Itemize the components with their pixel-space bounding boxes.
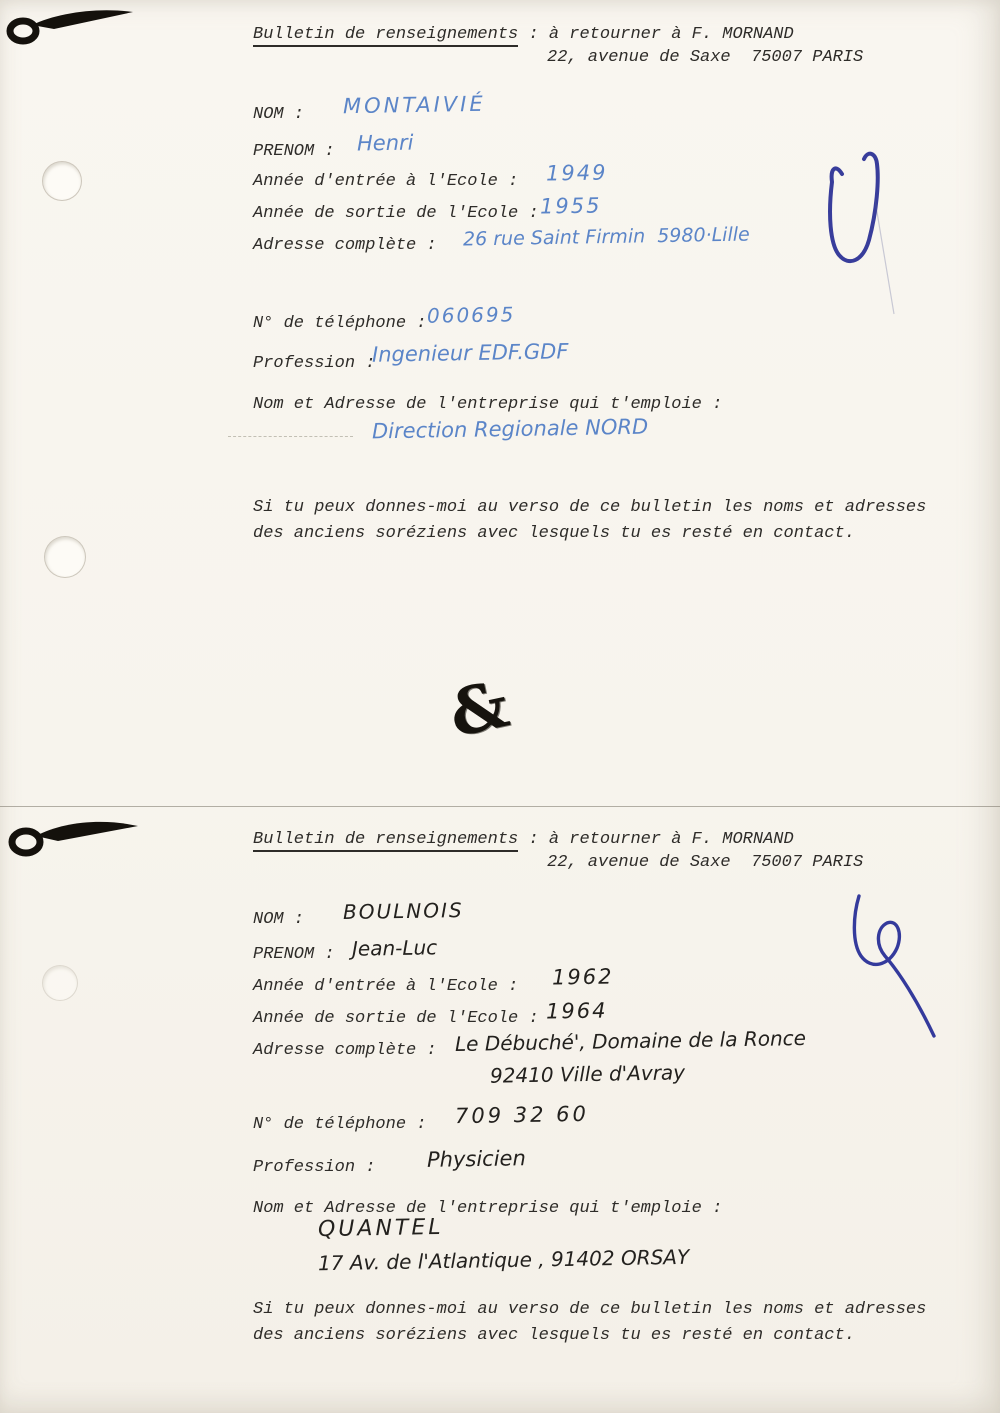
form2-prenom-label: PRENOM : <box>253 945 335 964</box>
form1-nom-label: NOM : <box>253 105 305 124</box>
form2-adresse-value-line1: Le Débuché', Domaine de la Ronce <box>454 1025 807 1057</box>
pen-flourish-mark <box>845 888 945 1038</box>
pen-flourish-mark <box>818 142 903 322</box>
form1-annee-sortie-label: Année de sortie de l'Ecole : <box>253 204 539 223</box>
form2-adresse-label: Adresse complète : <box>253 1041 437 1060</box>
form1-prenom-label: PRENOM : <box>253 142 335 161</box>
ampersand-stamp: & <box>442 666 515 753</box>
punch-hole <box>42 161 82 201</box>
cut-line <box>0 806 1000 807</box>
form1-title-suffix: : à retourner à F. MORNAND <box>518 25 794 44</box>
form2-annee-entree-label: Année d'entrée à l'Ecole : <box>253 977 519 996</box>
form2-entreprise-label: Nom et Adresse de l'entreprise qui t'emploie : <box>253 1199 723 1218</box>
form2-annee-entree-value: 1962 <box>551 964 614 990</box>
form2-annee-sortie-label: Année de sortie de l'Ecole : <box>253 1009 539 1028</box>
form2-note-line1: Si tu peux donnes-moi au verso de ce bulletin les noms et adresses <box>253 1300 927 1319</box>
form2-annee-sortie-value: 1964 <box>545 998 608 1024</box>
punch-hole <box>44 536 86 578</box>
form1-telephone-value: 060695 <box>426 302 516 328</box>
form2-nom-value: BOULNOIS <box>342 897 464 925</box>
form2-entreprise-value-line1: QUANTEL <box>317 1214 444 1243</box>
form2-header-line2: 22, avenue de Saxe 75007 PARIS <box>547 853 864 872</box>
scissors-icon <box>2 3 137 48</box>
form2-entreprise-value-line2: 17 Av. de l'Atlantique , 91402 ORSAY <box>317 1244 690 1276</box>
form1-header-line2: 22, avenue de Saxe 75007 PARIS <box>547 48 864 67</box>
form2-telephone-value: 709 32 60 <box>454 1101 590 1129</box>
form2-profession-value: Physicien <box>426 1146 526 1172</box>
form1-adresse-label: Adresse complète : <box>253 236 437 255</box>
form1-title: Bulletin de renseignements <box>253 25 518 47</box>
scissors-icon <box>2 810 142 858</box>
fold-crease <box>228 436 353 437</box>
form1-note-line2: des anciens soréziens avec lesquels tu es resté en contact. <box>253 524 855 543</box>
form1-prenom-value: Henri <box>356 130 414 156</box>
form2-note-line2: des anciens soréziens avec lesquels tu es resté en contact. <box>253 1326 855 1345</box>
punch-hole <box>42 965 78 1001</box>
form2-title: Bulletin de renseignements <box>253 830 518 852</box>
form1-entreprise-value: Direction Regionale NORD <box>371 414 649 444</box>
form2-header-line1 <box>253 830 794 849</box>
form2-adresse-value-line2: 92410 Ville d'Avray <box>489 1060 686 1088</box>
form2-prenom-value: Jean-Luc <box>351 935 438 961</box>
form1-nom-value: MONTAIVIÉ <box>342 91 486 119</box>
form2-nom-label: NOM : <box>253 910 305 929</box>
form1-profession-label: Profession : <box>253 354 376 373</box>
form2-profession-label: Profession : <box>253 1158 376 1177</box>
form1-header-line1 <box>253 25 794 44</box>
form1-annee-entree-value: 1949 <box>545 160 608 186</box>
form1-profession-value: Ingenieur EDF.GDF <box>371 339 569 367</box>
form2-title-suffix: : à retourner à F. MORNAND <box>518 830 794 849</box>
form2-telephone-label: N° de téléphone : <box>253 1115 427 1134</box>
form1-telephone-label: N° de téléphone : <box>253 314 427 333</box>
form1-note-line1: Si tu peux donnes-moi au verso de ce bulletin les noms et adresses <box>253 498 927 517</box>
form1-entreprise-label: Nom et Adresse de l'entreprise qui t'emploie : <box>253 395 723 414</box>
form1-annee-sortie-value: 1955 <box>539 193 602 219</box>
form1-adresse-value: 26 rue Saint Firmin 5980·Lille <box>462 223 750 251</box>
form1-annee-entree-label: Année d'entrée à l'Ecole : <box>253 172 519 191</box>
